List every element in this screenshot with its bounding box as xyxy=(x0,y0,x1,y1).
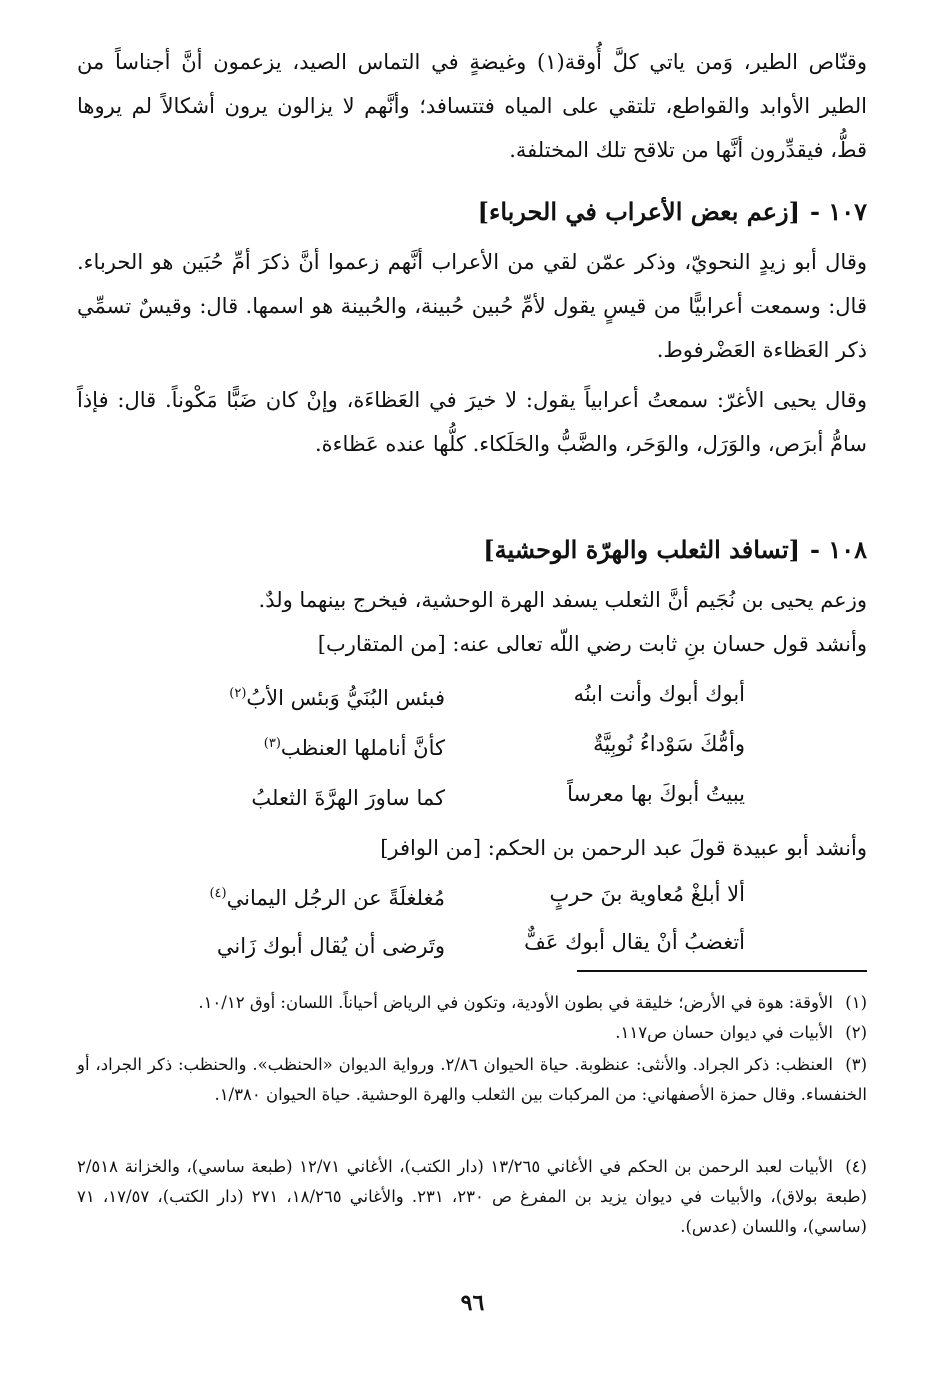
verse-first-hemistich: وأمُّكَ سَوْداءُ نُوبِيَّةٌ xyxy=(593,732,745,756)
footnote xyxy=(77,1018,867,1048)
verse-first-hemistich: ألا أبلغْ مُعاوية بنَ حربٍ xyxy=(549,882,745,906)
verse-first-hemistich: يبيتُ أبوكَ بها معرساً xyxy=(567,782,745,806)
section-108-heading xyxy=(77,530,867,570)
section-107-paragraph-2: وقال يحيى الأغرّ: سمعتُ أعرابياً يقول: لا خيرَ في العَظاءَة، وإنْ كان ضَبًّا مَكْوناً. قال: فإذاً سامُّ أبرَص، والوَرَل، والوَحَر، والضَّبُّ والحَلَكاء. كلُّها عنده عَظاءة. xyxy=(77,388,867,456)
verse-second-hemistich: مُغلغلَةً عن الرجُل اليماني$^{(٤)}$ xyxy=(209,886,445,910)
verse-second-hemistich: كما ساورَ الهرَّةَ الثعلبُ xyxy=(251,786,445,810)
footnote-text: الأوقة: هوة في الأرض؛ خليقة في بطون الأودية، وتكون في الرياض أحياناً. اللسان: أوق ١٠/١٢. xyxy=(198,993,833,1012)
footnote-text: الأبيات لعبد الرحمن بن الحكم في الأغاني ١٣/٢٦٥ (دار الكتب)، الأغاني ١٢/٧١ (طبعة ساسي)، والخزانة ٢/٥١٨ (طبعة بولاق)، والأبيات في ديوان يزيد بن المفرغ ص ٢٣٠، ٢٣١. والأغاني ١٨/٢٦٥، ٢٧١ (دار الكتب)، ١٧/٥٧، ٧١ (ساسي)، واللسان (عدس). xyxy=(77,1157,868,1236)
verse-second-hemistich: فبئس البُنَيُّ وَبئس الأبُ$^{(٢)}$ xyxy=(229,686,445,710)
verse-first-hemistich: أبوك أبوك وأنت ابنُه xyxy=(573,682,745,706)
section-107-paragraph-1: وقال أبو زيدٍ النحويّ، وذكر عمّن لقي من الأعراب أنَّهم زعموا أنَّ ذكرَ أمِّ حُبَين هو الحرباء. قال: وسمعت أعرابيًّا من قيسٍ يقول لأمِّ حُبين حُبينة، والحُبينة هو اسمها. قال: وقيسٌ تسمِّي ذكر العَظاءة العَضْرفوط. xyxy=(77,250,867,362)
footnote-text: العنظب: ذكر الجراد. والأنثى: عنظوبة. حياة الحيوان ٢/٨٦. ورواية الديوان «الحنظب». والحنظب: ذكر الجراد، أو الخنفساء. وقال حمزة الأصفهاني: من المركبات بين الثعلب والهرة الوحشية. حياة الحيوان ١/٣٨٠. xyxy=(77,1055,867,1104)
footnote-text: الأبيات في ديوان حسان ص١١٧. xyxy=(615,1023,833,1042)
footnote-separator xyxy=(577,970,867,972)
footnote xyxy=(77,1152,867,1242)
footnote-marker: (٣) xyxy=(263,736,281,751)
footnote-number: (٢) xyxy=(845,1023,867,1042)
verse-second-hemistich: وتَرضى أن يُقال أبوك زَاني xyxy=(216,934,445,958)
section-number: ١٠٨ - xyxy=(810,535,867,564)
section-108-paragraph-2: وأنشد قول حسان بنِ ثابت رضي اللّه تعالى عنه: [من المتقارب] xyxy=(317,632,867,656)
section-number: ١٠٧ - xyxy=(810,197,867,226)
opening-paragraph: وقنّاص الطير، وَمن ياتي كلَّ أُوقة(١) وغيضةٍ في التماس الصيد، يزعمون أنَّ أجناساً من الطير الأوابد والقواطع، تلتقي على المياه فتتسافد؛ وأنَّهم لا يزالون يرون أشكالاً لم يروها قطُّ، فيقدِّرون أنَّها من تلاقح تلك المختلفة. xyxy=(77,50,867,162)
section-107-heading xyxy=(77,192,867,232)
footnote xyxy=(77,1050,867,1110)
footnote-number: (١) xyxy=(845,993,867,1012)
footnote-marker: (٢) xyxy=(229,686,247,701)
section-title: [زعم بعض الأعراب في الحرباء] xyxy=(477,197,800,226)
verse-second-hemistich: كأنَّ أناملها العنظب$^{(٣)}$ xyxy=(263,736,445,760)
footnote-marker: (٤) xyxy=(209,886,227,901)
footnote-number: (٤) xyxy=(845,1157,867,1176)
page-number: ٩٦ xyxy=(460,1290,485,1316)
section-108-paragraph-1: وزعم يحيى بن نُجَيم أنَّ الثعلب يسفد الهرة الوحشية، فيخرج بينهما ولدٌ. xyxy=(258,588,867,612)
section-108-paragraph-3: وأنشد أبو عبيدة قولَ عبد الرحمن بن الحكم: [من الوافر] xyxy=(380,836,867,860)
section-title: [تسافد الثعلب والهرّة الوحشية] xyxy=(483,535,800,564)
footnote-number: (٣) xyxy=(845,1055,867,1074)
verse-first-hemistich: أتغضبُ أنْ يقال أبوك عَفٌّ xyxy=(524,930,745,954)
footnote xyxy=(77,988,867,1018)
